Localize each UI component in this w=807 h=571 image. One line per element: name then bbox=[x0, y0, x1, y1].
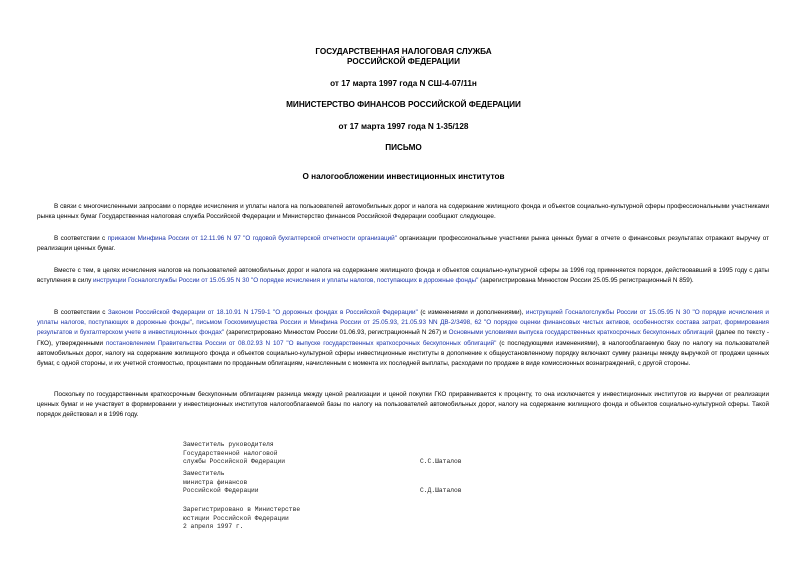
link-law-1759-1[interactable]: Законом Российской Федерации от 18.10.91 N 1759-1 "О дорожных фондах в Российской Федерации" bbox=[107, 309, 418, 316]
paragraph-4-text-d: (зарегистрировано Минюстом России 01.06.93, регистрационный N 267) и bbox=[224, 329, 449, 337]
doc-date-number-1: от 17 марта 1997 года N СШ-4-07/11н bbox=[330, 79, 477, 88]
paragraph-5-text: Поскольку по государственным краткосрочным бескупонным облигациям разница между ценой реализации и ценой покупки ГКО приравнивается к проценту, то она исключается у инвестиционных институтов из выручки от реализации ценных бумаг и не участвует в формировании у инвестиционных институтов налогооблагаемой базы по налогу на пользователей автомобильных дорог, налогу на содержание жилищного фонда и объектов социально-культурной сферы. Такой порядок действовал и в 1996 году. bbox=[37, 391, 769, 419]
signature-1-name: С.С.Шаталов bbox=[420, 458, 462, 466]
signature-2-title-row bbox=[183, 487, 462, 496]
link-gko-conditions[interactable]: Основными условиями выпуска государственных краткосрочных бескупонных облигаций bbox=[448, 329, 714, 337]
signature-1-title-line2: Государственной налоговой bbox=[183, 449, 278, 457]
paragraph-1 bbox=[37, 202, 769, 222]
paragraph-4-text-f: (с последующими изменениями), в налогооблагаемую базу по налогу на пользователей автомобильных дорог, налогу на содержание жилищного фонда и объектов социально-культурной сферы инвестиционные институты в дополнение к общеустановленному порядку включают сумму разницы между выручкой от продажи ценных бумаг, с одной стороны, и их учетной стоимостью, процентами по проданным облигациям, начисленным с момента их последней выплаты, расходами по продаже в виде комиссионных вознаграждений, с другой стороны. bbox=[37, 339, 769, 368]
signature-block-2 bbox=[183, 470, 462, 496]
link-government-decree-107[interactable]: постановлением Правительства России от 08.02.93 N 107 "О выпуске государственных краткосрочных бескупонных облигаций" bbox=[105, 339, 497, 347]
paragraph-3-text-b: (зарегистрирована Минюстом России 25.05.95 регистрационный N 859). bbox=[478, 277, 694, 285]
doc-type: ПИСЬМО bbox=[385, 143, 422, 152]
paragraph-3 bbox=[37, 266, 769, 286]
link-instruction-30-2[interactable]: инструкцией Госналогслужбы России от 15.05.95 N 30 "О порядке исчисления и уплаты налогов, поступающих в дорожные фонды" bbox=[37, 309, 769, 327]
paragraph-4-text-b: (с изменениями и дополнениями), bbox=[417, 309, 526, 316]
registration-line2: юстиции Российской Федерации bbox=[183, 514, 289, 522]
signature-2-name: С.Д.Шаталов bbox=[420, 487, 462, 495]
signature-2-title-line2: министра финансов bbox=[183, 478, 248, 486]
link-instruction-30[interactable]: инструкции Госналогслужбы России от 15.05.95 N 30 "О порядке исчисления и уплаты налогов, поступающих в дорожные фонды" bbox=[93, 277, 479, 285]
org-title-line1: ГОСУДАРСТВЕННАЯ НАЛОГОВАЯ СЛУЖБА bbox=[315, 47, 492, 56]
signature-block-1 bbox=[183, 441, 462, 467]
signature-1-title-line3: службы Российской Федерации bbox=[183, 458, 286, 466]
registration-note bbox=[183, 506, 300, 532]
signature-1-title-row bbox=[183, 458, 462, 467]
link-letter-goskomimushchestvo[interactable]: письмом Госкомимущества России и Минфина России от 25.05.93, 21.05.93 NN ДВ-2/3498, 62 "О порядке оценки финансовых чистых активов, особенностях состава затрат, формирования результатов и бухгалтерском учете в инвестиционных фондах" bbox=[37, 319, 769, 337]
paragraph-5 bbox=[37, 390, 769, 421]
paragraph-2 bbox=[37, 234, 769, 254]
paragraph-4-text-c: , bbox=[191, 319, 197, 327]
paragraph-4 bbox=[37, 308, 769, 369]
signature-1-title-line1: Заместитель руководителя bbox=[183, 441, 274, 448]
paragraph-3-text-a: Вместе с тем, в целях исчисления налогов на пользователей автомобильных дорог и налога на содержание жилищного фонда и объектов социально-культурной сферы за 1996 год применяется порядок, действовавший в 1995 году с даты вступления в силу bbox=[37, 267, 769, 285]
signature-2-title-line1: Заместитель bbox=[183, 470, 225, 477]
doc-date-number-2: от 17 марта 1997 года N 1-35/128 bbox=[338, 122, 469, 131]
doc-subject: О налогообложении инвестиционных институтов bbox=[302, 172, 505, 181]
org-title-2: МИНИСТЕРСТВО ФИНАНСОВ РОССИЙСКОЙ ФЕДЕРАЦИИ bbox=[286, 100, 521, 109]
registration-line3: 2 апреля 1997 г. bbox=[183, 523, 244, 531]
paragraph-1-text: В связи с многочисленными запросами о порядке исчисления и уплаты налога на пользователей автомобильных дорог и налога на содержание жилищного фонда и объектов социально-культурной сферы профессиональными участниками рынка ценных бумаг Государственная налоговая служба Российской Федерации и Министерство финансов Российской Федерации сообщают следующее. bbox=[37, 203, 769, 221]
org-title-line2: РОССИЙСКОЙ ФЕДЕРАЦИИ bbox=[347, 57, 460, 66]
link-minfin-order-97[interactable]: приказом Минфина России от 12.11.96 N 97 "О годовой бухгалтерской отчетности организаций" bbox=[107, 235, 397, 242]
paragraph-4-text-a: В соответствии с bbox=[54, 309, 108, 316]
paragraph-2-text-a: В соответствии с bbox=[54, 235, 108, 242]
paragraph-4-text-e: (далее по тексту - ГКО), утвержденными bbox=[37, 329, 769, 347]
registration-line1: Зарегистрировано в Министерстве bbox=[183, 506, 301, 513]
signature-2-title-line3: Российской Федерации bbox=[183, 487, 259, 495]
paragraph-2-text-b: организации профессиональные участники рынка ценных бумаг в отчете о финансовых результатах отражают выручку от реализации ценных бумаг. bbox=[37, 235, 769, 253]
